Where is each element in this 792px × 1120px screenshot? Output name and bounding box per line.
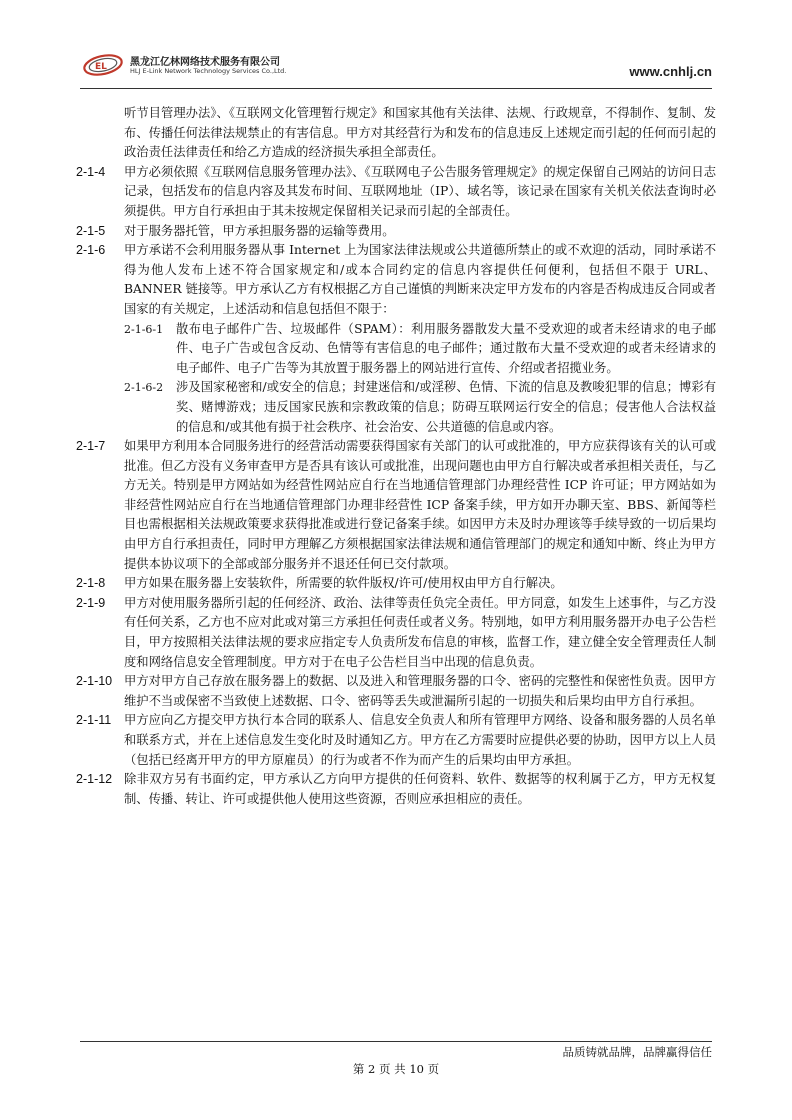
clause-text: 除非双方另有书面约定，甲方承认乙方向甲方提供的任何资料、软件、数据等的权利属于乙方，甲方无权复制、传播、转让、许可或提供他人使用这些资源，否则应承担相应的责任。 [124, 772, 716, 806]
clause-number: 2-1-11 [76, 713, 112, 728]
clause-number: 2-1-12 [76, 772, 113, 787]
clause-text: 甲方如果在服务器上安装软件，所需要的软件版权/许可/使用权由甲方自行解决。 [124, 576, 563, 591]
subclause-text: 散布电子邮件广告、垃圾邮件（SPAM）：利用服务器散发大量不受欢迎的或者未经请求的电子邮件、电子广告或包含反动、色情等有害信息的电子邮件；通过散布大量不受欢迎的或者未经请求的电子邮件、电子广告等为其放置于服务器上的网站进行宣传、介绍或者招揽业务。 [176, 321, 716, 375]
clause-2-1-12 [76, 770, 716, 809]
clause-number: 2-1-7 [76, 439, 106, 454]
clause-2-1-10 [76, 672, 716, 711]
clause-text: 甲方对使用服务器所引起的任何经济、政治、法律等责任负完全责任。甲方同意，如发生上述事件，与乙方没有任何关系，乙方也不应对此或对第三方承担任何责任或者义务。特别地，如甲方利用服务器开办电子公告栏目，甲方按照相关法律法规的要求应指定专人负责所发布信息的审核，监督工作，建立健全安全管理责任人制度和网络信息安全管理制度。甲方对于在电子公告栏目当中出现的信息负责。 [124, 595, 716, 669]
clause-text: 甲方必须依照《互联网信息服务管理办法》、《互联网电子公告服务管理规定》的规定保留自己网站的访问日志记录，包括发布的信息内容及其发布时间、互联网地址（IP）、域名等，该记录在国家有关机关依法查询时必须提供。甲方自行承担由于其未按规定保留相关记录而引起的全部责任。 [124, 164, 716, 218]
continued-paragraph: 听节目管理办法》、《互联网文化管理暂行规定》和国家其他有关法律、法规、行政规章，不得制作、复制、发布、传播任何法律法规禁止的有害信息。甲方对其经营行为和发布的信息违反上述规定而引起的任何而引起的政治责任法律责任和给乙方造成的经济损失承担全部责任。 [124, 106, 716, 160]
clause-text: 如果甲方利用本合同服务进行的经营活动需要获得国家有关部门的认可或批准的，甲方应获得该有关的认可或批准。但乙方没有义务审查甲方是否具有该认可或批准，出现问题也由甲方自行解决或者承担相关责任，与乙方无关。特别是甲方网站如为经营性网站应自行在当地通信管理部门办理经营性 ICP 许可证；甲方网站如为非经营性网站应自行在当地通信管理部门办理非经营性 ICP 备案手续，甲方如开办聊天室、BBS、新闻等栏目也需根据相关法规政策要求获得批准或进行登记备案手续。如因甲方未及时办理该等手续导致的一切后果均由甲方自行承担责任，同时甲方理解乙方须根据国家法律法规和通信管理部门的规定和通知中断、终止为甲方提供本协议项下的全部或部分服务并不退还任何已交付款项。 [124, 439, 716, 571]
company-name-en: HLJ E-Link Network Technology Services Co.,Ltd. [130, 67, 287, 75]
clause-2-1-11 [76, 711, 716, 770]
clause-text: 对于服务器托管，甲方承担服务器的运输等费用。 [124, 223, 395, 238]
clause-2-1-4 [76, 163, 716, 222]
subclause-2-1-6-2 [124, 378, 716, 437]
clause-text: 甲方承诺不会利用服务器从事 Internet 上为国家法律法规或公共道德所禁止的或不欢迎的活动，同时承诺不得为他人发布上述不符合国家规定和/或本合同约定的信息内容提供任何便利，包括但不限于 URL、BANNER 链接等。甲方承认乙方有权根据乙方自己谨慎的判断来决定甲方发布的内容是否构成违反合同或者国家的有关规定，上述活动和信息包括但不限于： [124, 243, 716, 316]
clause-number: 2-1-9 [76, 595, 106, 610]
subclause-text: 涉及国家秘密和/或安全的信息；封建迷信和/或淫秽、色情、下流的信息及教唆犯罪的信息；博彩有奖、赌博游戏；违反国家民族和宗教政策的信息；防碍互联网运行安全的信息；侵害他人合法权益的信息和/或其他有损于社会秩序、社会治安、公共道德的信息或内容。 [176, 380, 716, 434]
company-name-cn: 黑龙江亿林网络技术服务有限公司 [130, 57, 280, 68]
clause-2-1-9 [76, 594, 716, 672]
clause-number: 2-1-10 [76, 674, 113, 689]
subclause-2-1-6-1 [124, 320, 716, 379]
elink-logo-icon [82, 52, 124, 78]
page-number: 第 2 页 共 10 页 [352, 1062, 440, 1076]
footer-slogan: 品质铸就品牌，品牌赢得信任 [562, 1045, 712, 1059]
subclause-number: 2-1-6-1 [124, 322, 164, 336]
clause-number: 2-1-4 [76, 164, 106, 179]
clause-text: 甲方对甲方自己存放在服务器上的数据、以及进入和管理服务器的口令、密码的完整性和保密性负责。因甲方维护不当或保密不当致使上述数据、口令、密码等丢失或泄漏所引起的一切损失和后果均由甲方自行承担。 [124, 674, 716, 708]
clause-number: 2-1-8 [76, 576, 106, 591]
clause-2-1-5 [76, 222, 716, 242]
footer-divider [80, 1041, 712, 1042]
header-divider [80, 88, 712, 89]
clause-text: 甲方应向乙方提交甲方执行本合同的联系人、信息安全负责人和所有管理甲方网络、设备和服务器的人员名单和联系方式，并在上述信息发生变化时及时通知乙方。甲方在乙方需要时应提供必要的协助，因甲方以上人员（包括已经离开甲方的甲方原雇员）的行为或者不作为而产生的后果均由甲方承担。 [124, 713, 716, 767]
subclause-number: 2-1-6-2 [124, 381, 164, 395]
page-header [80, 50, 712, 84]
clause-number: 2-1-6 [76, 243, 106, 258]
clause-2-1-7 [76, 437, 716, 574]
clause-2-1-8 [76, 574, 716, 594]
clause-2-1-6 [76, 241, 716, 319]
website-link[interactable]: www.cnhlj.cn [629, 64, 712, 79]
document-body [76, 104, 716, 809]
svg-text:EL: EL [95, 62, 107, 72]
clause-number: 2-1-5 [76, 223, 106, 238]
